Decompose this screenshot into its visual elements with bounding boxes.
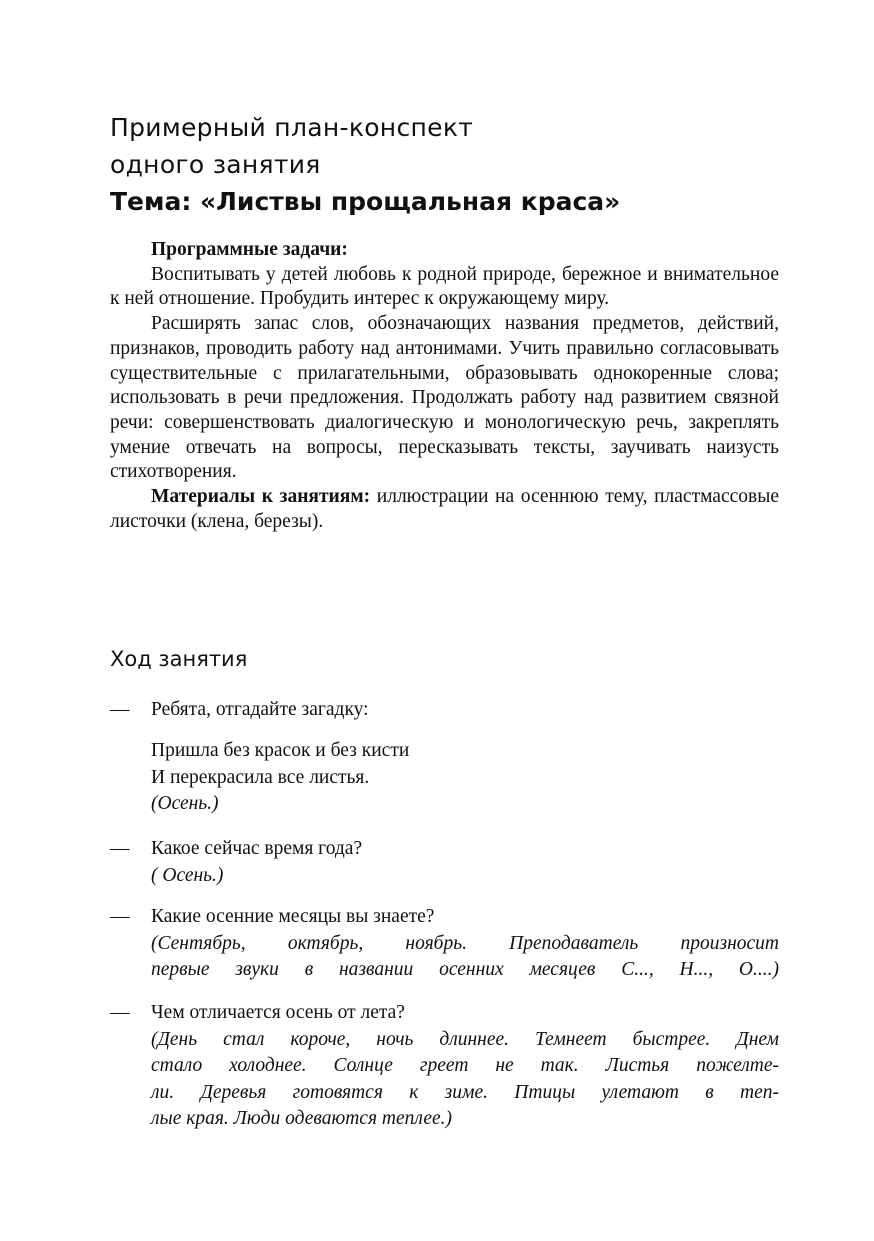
dialog-question: Ребята, отгадайте загадку: xyxy=(151,699,369,720)
program-tasks-label-text: Программные задачи: xyxy=(151,239,348,260)
dialog-dash: — xyxy=(110,906,130,927)
dialog-answer-line-4: лые края. Люди одеваются теплее.) xyxy=(151,1108,453,1129)
program-tasks-block xyxy=(110,238,779,534)
dialog-item-riddle xyxy=(110,697,779,724)
dialog-question: Какие осенние месяцы вы знаете? xyxy=(151,906,435,927)
verse-line-1: Пришла без красок и без кисти xyxy=(151,740,410,761)
title-line-1: Примерный план-конспект xyxy=(110,113,474,142)
title-line-2: одного занятия xyxy=(110,150,321,179)
dialog-question: Чем отличается осень от лета? xyxy=(151,1002,405,1023)
dialog-item-autumn-summer xyxy=(110,1000,779,1133)
program-tasks-paragraph-2: Расширять запас слов, обозначающих названия предметов, действий, признаков, проводить работу над антонимами. Учить правильно согласовывать существительные с прилагательными, образовывать однокоренные слова; использовать в речи предложения. Продолжать работу над развитием связной речи: совершенствовать диалогическую и монологическую речь, закреплять умение отвечать на вопросы, пересказывать тексты, заучивать наизусть стихотворения. xyxy=(110,313,779,483)
verse-line-2: И перекрасила все листья. xyxy=(151,766,370,788)
dialog-dash: — xyxy=(110,1002,130,1023)
dialog-answer-line-1: (День стал короче, ночь длиннее. Темнеет быстрее. Днем xyxy=(151,1028,779,1050)
dialog-answer-line-2: первые звуки в названии осенних месяцев С..., Н..., О....) xyxy=(151,959,779,980)
lesson-progress-heading: Ход занятия xyxy=(110,647,248,671)
riddle-verse xyxy=(110,738,779,818)
dialog-answer: ( Осень.) xyxy=(151,864,224,886)
materials-label: Материалы к занятиям: xyxy=(151,486,371,508)
materials-paragraph xyxy=(110,485,779,534)
program-tasks-label xyxy=(110,238,779,263)
dialog-answer-line-1: (Сентябрь, октябрь, ноябрь. Преподаватель произносит xyxy=(151,932,779,954)
dialog-dash: — xyxy=(110,838,130,859)
dialog-question: Какое сейчас время года? xyxy=(151,838,363,859)
dialog-answer-line-3: ли. Деревья готовятся к зиме. Птицы улетают в теп- xyxy=(151,1081,779,1103)
program-tasks-paragraph-1: Воспитывать у детей любовь к родной природе, бережное и внимательное к ней отношение. Пробудить интерес к окружающему миру. xyxy=(110,263,779,310)
dialog-dash: — xyxy=(110,699,130,720)
dialog-answer-line-2: стало холоднее. Солнце греет не так. Листья пожелте- xyxy=(151,1055,779,1076)
riddle-answer: (Осень.) xyxy=(151,793,219,814)
dialog-item-season xyxy=(110,836,779,889)
materials-text: иллюстрации на осеннюю тему, пластмассовые листочки (клена, березы). xyxy=(110,486,779,532)
dialog-item-months xyxy=(110,904,779,984)
lesson-theme-title: Тема: «Листвы прощальная краса» xyxy=(110,187,621,216)
